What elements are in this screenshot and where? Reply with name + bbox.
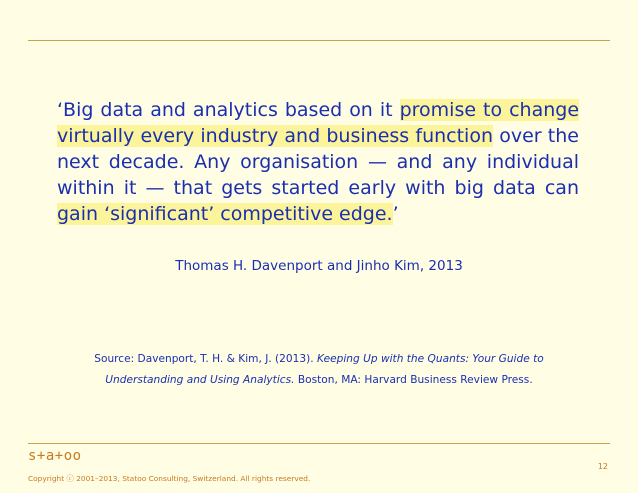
- source-citation: [40, 349, 598, 391]
- quote-line-5: [57, 201, 579, 227]
- quote-line-1: [57, 97, 579, 123]
- highlighted-text: virtually every industry and business function: [57, 125, 494, 147]
- quote-text: over the: [493, 125, 579, 147]
- quote-line-4: within it — that gets started early with big data can: [57, 177, 579, 199]
- source-prefix: Source: Davenport, T. H. & Kim, J. (2013).: [94, 353, 318, 365]
- source-title-cont: Understanding and Using Analytics.: [105, 374, 295, 386]
- quote-line-2: [57, 123, 579, 149]
- copyright-notice: Copyright ⓒ 2001–2013, Statoo Consulting, Switzerland. All rights reserved.: [28, 474, 311, 483]
- quote-text: ‘Big data and analytics based on it: [57, 99, 400, 121]
- quote-block: [57, 97, 579, 227]
- highlighted-text: promise to change: [399, 99, 580, 121]
- attribution-authors: Thomas H. Davenport and Jinho Kim,: [175, 258, 429, 274]
- source-suffix: Boston, MA: Harvard Business Review Press.: [294, 374, 533, 386]
- highlighted-text: gain ‘significant’ competitive edge.: [57, 203, 393, 225]
- statoo-logo: s+a+oo: [28, 448, 82, 464]
- top-divider: [28, 40, 610, 41]
- quote-attribution: [0, 258, 638, 274]
- quote-line-3: next decade. Any organisation — and any individual: [57, 151, 579, 173]
- source-title: Keeping Up with the Quants: Your Guide to: [317, 353, 544, 365]
- quote-text: ’: [392, 203, 399, 225]
- bottom-divider: [28, 443, 610, 444]
- attribution-year: 2013: [428, 258, 463, 274]
- page-number: 12: [597, 462, 608, 471]
